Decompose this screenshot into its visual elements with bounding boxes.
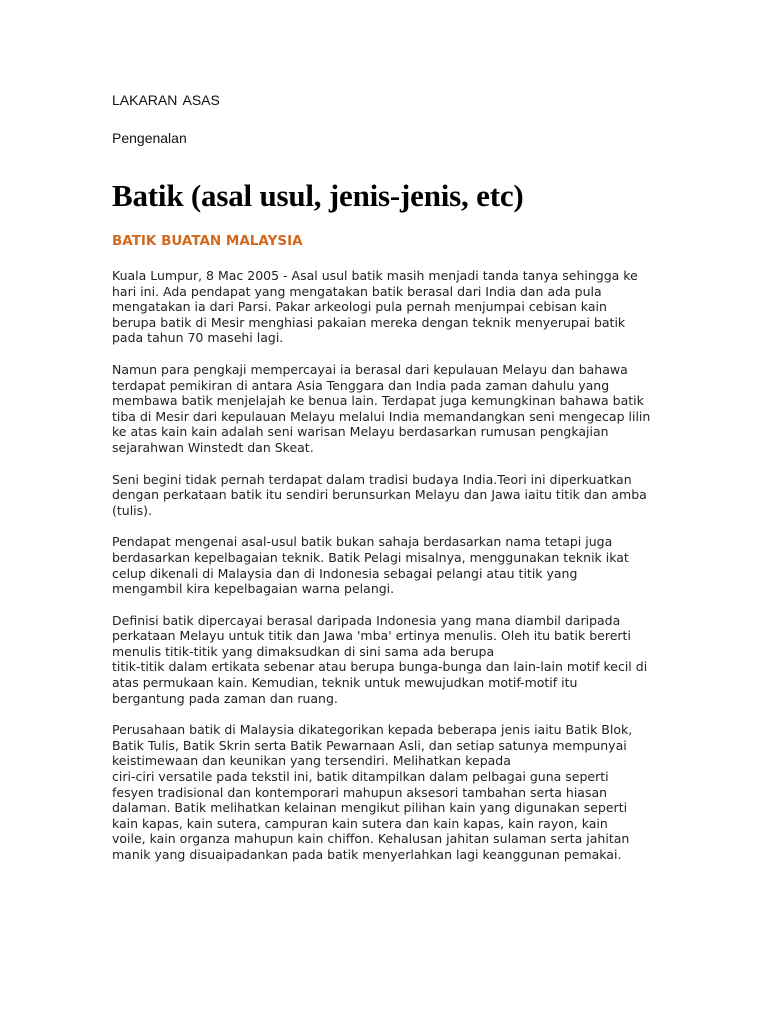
paragraph-line: bergantung pada zaman dan ruang. bbox=[112, 690, 338, 706]
article-body bbox=[112, 268, 660, 863]
section-title: BATIK BUATAN MALAYSIA bbox=[112, 233, 303, 249]
paragraph-line: Definisi batik dipercayai berasal daripada Indonesia yang mana diambil daripada bbox=[112, 612, 621, 628]
paragraph-line: pada tahun 70 masehi lagi. bbox=[112, 330, 284, 346]
paragraph-line: tiba di Mesir dari kepulauan Melayu melalui India memandangkan seni mengecap lilin bbox=[112, 408, 651, 424]
paragraph-line: berdasarkan kepelbagaian teknik. Batik Pelagi misalnya, menggunakan teknik ikat bbox=[112, 549, 629, 565]
document-page bbox=[112, 91, 660, 879]
paragraph-line: (tulis). bbox=[112, 502, 153, 518]
paragraph-line: Namun para pengkaji mempercayai ia berasal dari kepulauan Melayu dan bahawa bbox=[112, 361, 628, 377]
page-title: Batik (asal usul, jenis-jenis, etc) bbox=[112, 178, 524, 213]
paragraph-line: sejarahwan Winstedt dan Skeat. bbox=[112, 439, 314, 455]
paragraph-line: terdapat pemikiran di antara Asia Tenggara dan India pada zaman dahulu yang bbox=[112, 377, 610, 393]
lakaran-heading: LAKARAN ASAS bbox=[112, 92, 220, 108]
paragraph-line: Kuala Lumpur, 8 Mac 2005 - Asal usul batik masih menjadi tanda tanya sehingga ke bbox=[112, 268, 638, 283]
paragraph-line: mengatakan ia dari Parsi. Pakar arkeologi pula pernah menjumpai cebisan kain bbox=[112, 299, 607, 315]
paragraph-line: Seni begini tidak pernah terdapat dalam tradisi budaya India.Teori ini diperkuatkan bbox=[112, 471, 632, 487]
paragraph bbox=[112, 722, 660, 862]
paragraph-line: manik yang disuaipadankan pada batik menyerlahkan lagi keanggunan pemakai. bbox=[112, 847, 622, 862]
paragraph-line: ke atas kain kain adalah seni warisan Melayu berdasarkan rumusan pengkajian bbox=[112, 424, 609, 440]
paragraph-line: dalaman. Batik melihatkan kelainan mengikut pilihan kain yang digunakan seperti bbox=[112, 800, 628, 816]
paragraph-line: hari ini. Ada pendapat yang mengatakan batik berasal dari India dan ada pula bbox=[112, 283, 602, 299]
paragraph-line: membawa batik menjelajah ke benua lain. Terdapat juga kemungkinan bahawa batik bbox=[112, 393, 644, 409]
paragraph-line: ciri-ciri versatile pada tekstil ini, batik ditampilkan dalam pelbagai guna seperti bbox=[112, 769, 609, 785]
paragraph-line: Perusahaan batik di Malaysia dikategorikan kepada beberapa jenis iaitu Batik Blok, bbox=[112, 722, 633, 738]
paragraph bbox=[112, 472, 660, 519]
paragraph-line: titik-titik dalam ertikata sebenar atau berupa bunga-bunga dan lain-lain motif kecil di bbox=[112, 659, 648, 675]
pengenalan-heading: Pengenalan bbox=[112, 130, 187, 146]
paragraph-line: dengan perkataan batik itu sendiri berunsurkan Melayu dan Jawa iaitu titik dan amba bbox=[112, 487, 647, 503]
paragraph bbox=[112, 534, 660, 596]
paragraph bbox=[112, 268, 660, 346]
paragraph-line: berupa batik di Mesir menghiasi pakaian mereka dengan teknik menyerupai batik bbox=[112, 314, 626, 330]
paragraph-line: keistimewaan dan keunikan yang tersendiri. Melihatkan kepada bbox=[112, 753, 511, 769]
paragraph-line: celup dikenali di Malaysia dan di Indonesia sebagai pelangi atau titik yang bbox=[112, 565, 578, 581]
paragraph-line: fesyen tradisional dan kontemporari mahupun aksesori tambahan serta hiasan bbox=[112, 784, 608, 800]
paragraph-line: perkataan Melayu untuk titik dan Jawa 'mba' ertinya menulis. Oleh itu batik bererti bbox=[112, 628, 631, 644]
paragraph-line: kain kapas, kain sutera, campuran kain sutera dan kain kapas, kain rayon, kain bbox=[112, 815, 608, 831]
paragraph-line: Pendapat mengenai asal-usul batik bukan sahaja berdasarkan nama tetapi juga bbox=[112, 534, 613, 550]
paragraph-line: atas permukaan kain. Kemudian, teknik untuk mewujudkan motif-motif itu bbox=[112, 675, 578, 691]
paragraph-line: voile, kain organza mahupun kain chiffon. Kehalusan jahitan sulaman serta jahitan bbox=[112, 831, 630, 847]
paragraph bbox=[112, 613, 660, 707]
paragraph-line: menulis titik-titik yang dimaksudkan di sini sama ada berupa bbox=[112, 643, 495, 659]
paragraph-line: Batik Tulis, Batik Skrin serta Batik Pewarnaan Asli, dan setiap satunya mempunyai bbox=[112, 737, 627, 753]
paragraph bbox=[112, 362, 660, 456]
paragraph-line: mengambil kira kepelbagaian warna pelangi. bbox=[112, 581, 395, 597]
